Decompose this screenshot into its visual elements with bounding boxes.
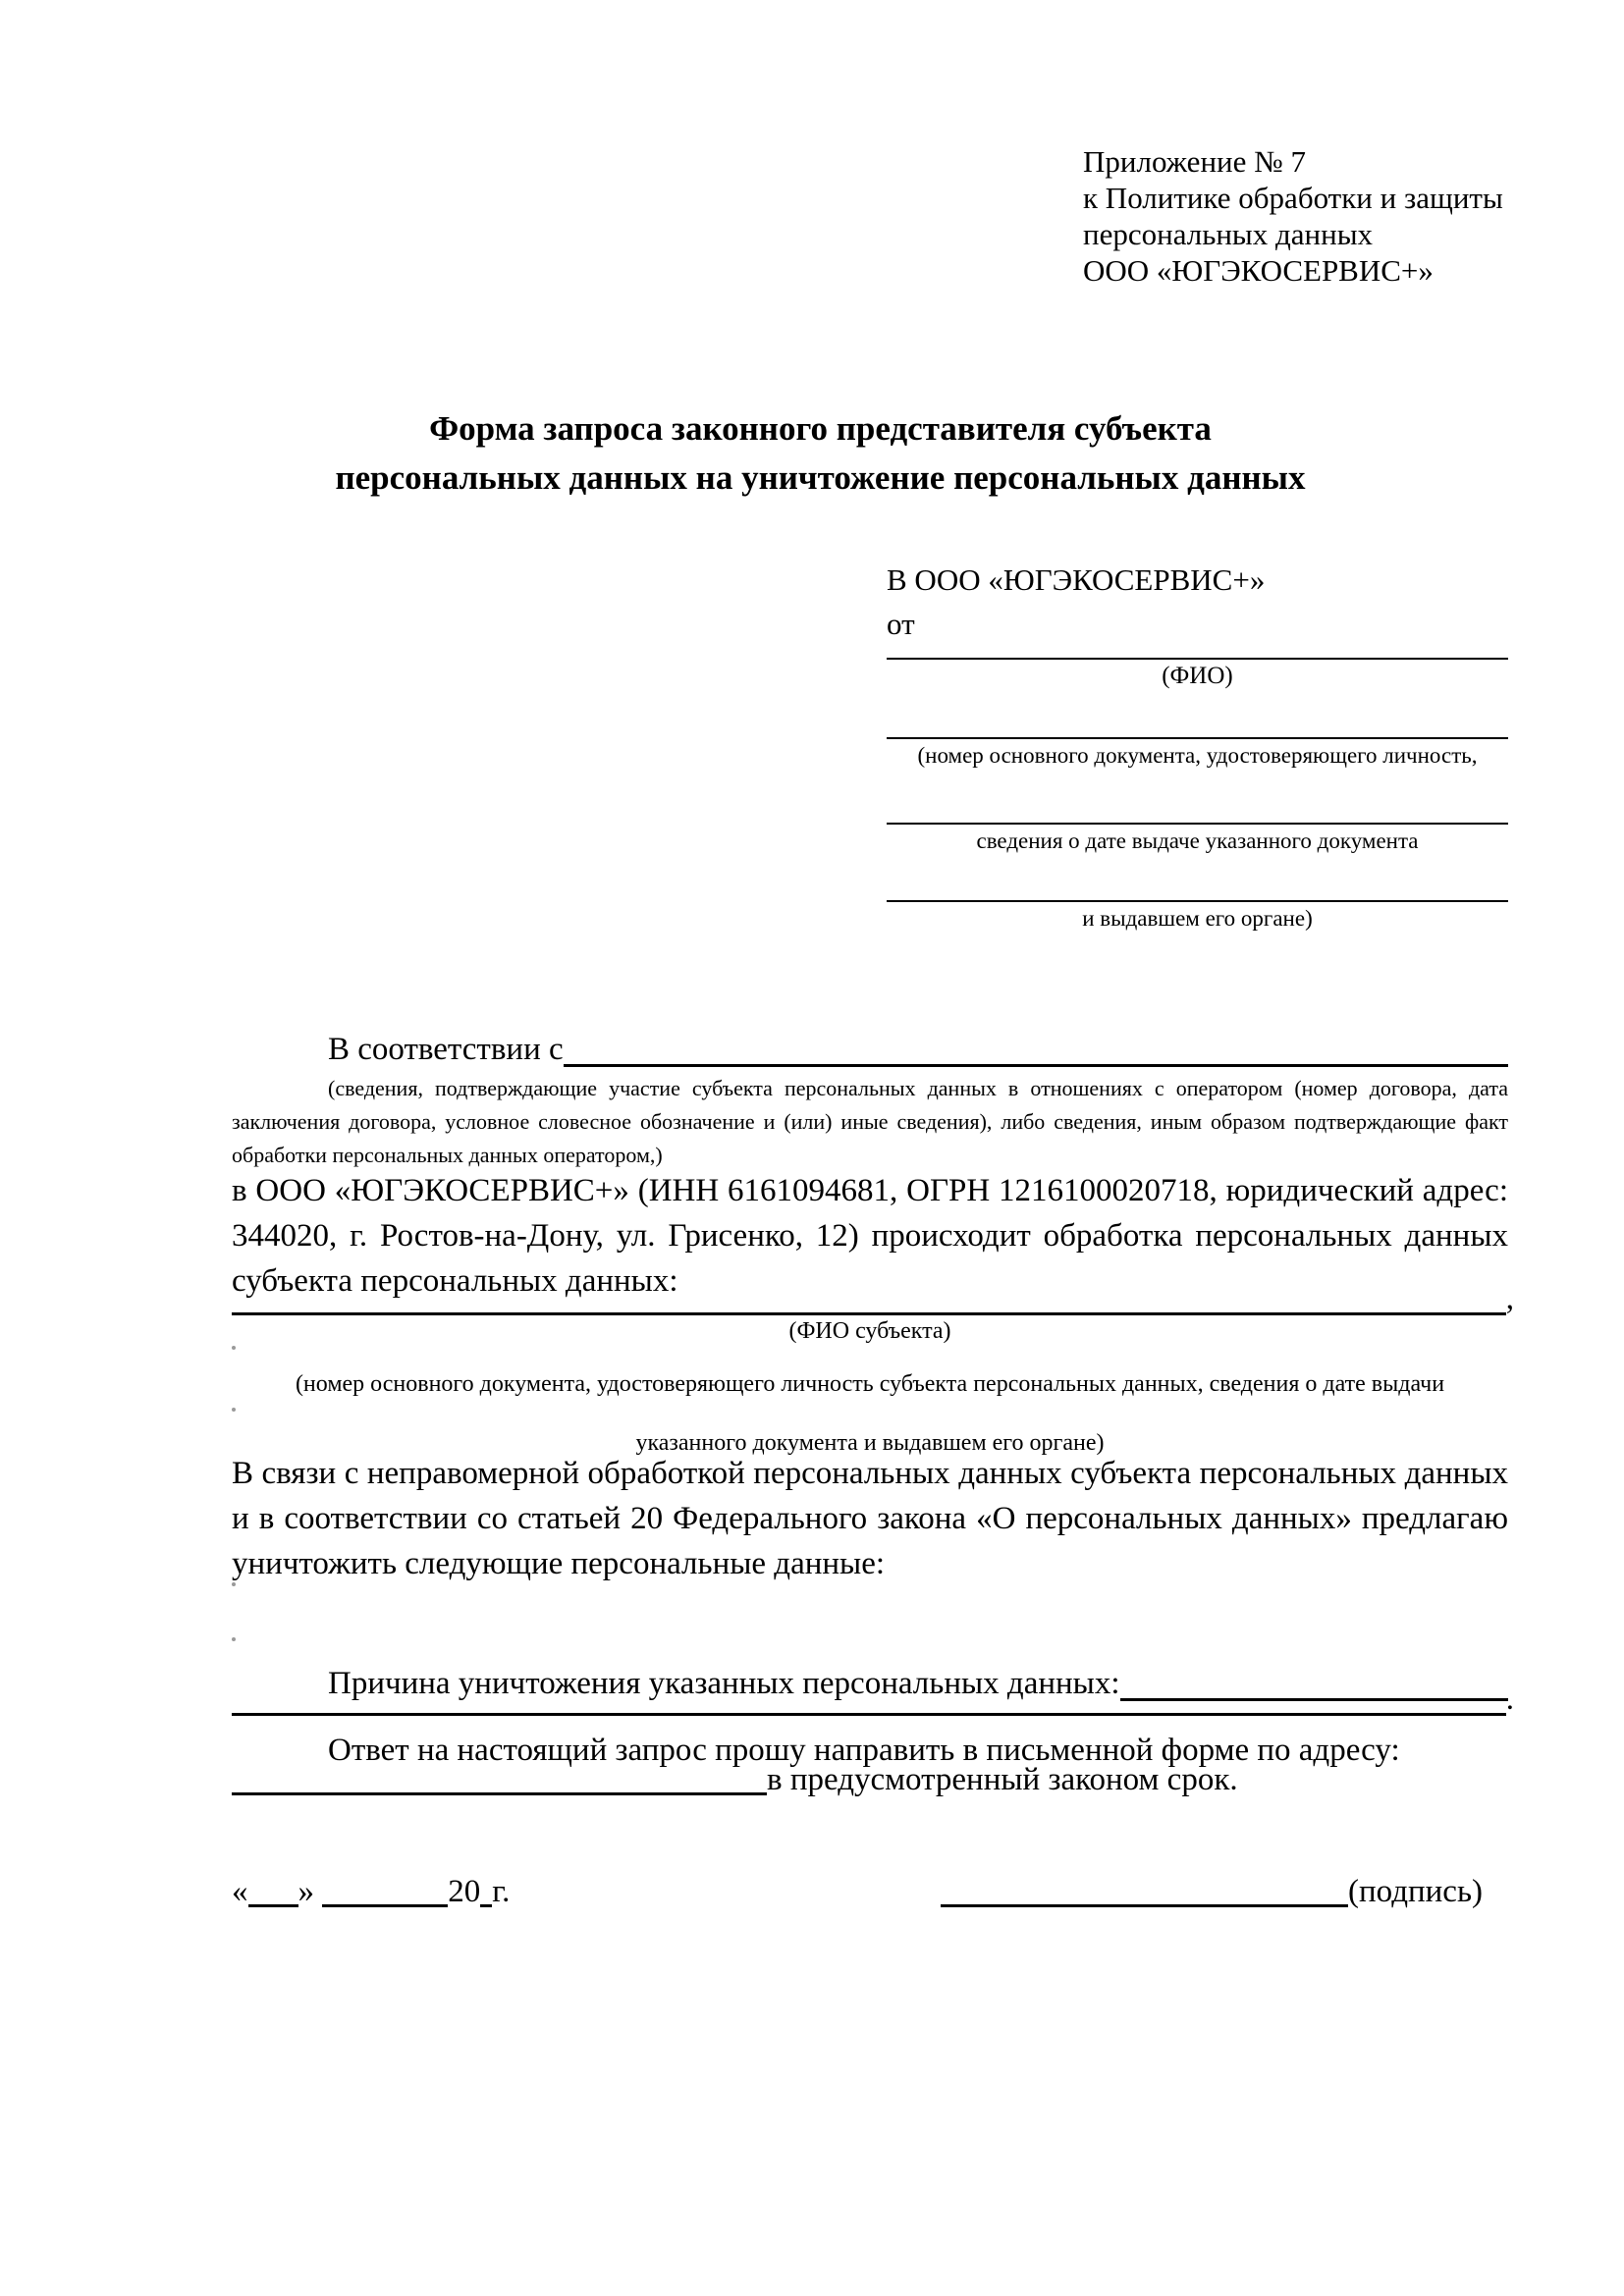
- year-suffix: г.: [492, 1874, 511, 1909]
- appendix-number: Приложение № 7: [1083, 144, 1306, 179]
- subject-blank-line: [232, 1285, 1506, 1315]
- addressee-from: от: [887, 607, 915, 641]
- addressee-block: [887, 558, 1508, 934]
- day-blank-line: [248, 1871, 298, 1907]
- subject-comma: ,: [1505, 1281, 1514, 1316]
- stray-dot: [232, 1408, 236, 1412]
- subject-doc-caption-2: указанного документа и выдавшем его органе): [635, 1430, 1105, 1456]
- response-row: [232, 1757, 1508, 1802]
- year-prefix: 20: [448, 1874, 481, 1909]
- stray-dot: [232, 1346, 236, 1350]
- accordance-row: [232, 1027, 1508, 1072]
- accordance-note: (сведения, подтверждающие участие субъекта персональных данных в отношениях с оператором (номер договора, дата заключения договора, условное словесное обозначение и (или) иные сведения), либо сведения, иным образом подтверждающие факт обработки персональных данных оператором,): [232, 1076, 1508, 1167]
- signature-caption: (подпись): [1348, 1874, 1483, 1909]
- doc-date-caption: сведения о дате выдаче указанного документа: [976, 828, 1419, 853]
- year-blank-line: [480, 1871, 492, 1907]
- month-blank-line: [322, 1871, 448, 1907]
- date-open-quote: «: [232, 1874, 248, 1909]
- date-line: [232, 1869, 510, 1914]
- signature-line: [941, 1869, 1483, 1914]
- stray-dot: [232, 1582, 236, 1586]
- paragraph-indent: [232, 1027, 328, 1072]
- doc-number-caption: (номер основного документа, удостоверяющего личность,: [917, 743, 1478, 768]
- reason-blank-row2: [232, 1682, 1514, 1716]
- subject-fio-caption: (ФИО субъекта): [788, 1318, 951, 1344]
- date-close-quote: »: [298, 1874, 314, 1909]
- doc-number-blank-line: [887, 692, 1508, 739]
- unlawful-paragraph: В связи с неправомерной обработкой персональных данных субъекта персональных данных и в соответствии со статьей 20 Федерального закона «О персональных данных» предлагаю уничтожить следующие персональные данные:: [232, 1456, 1508, 1581]
- fio-caption: (ФИО): [1162, 663, 1233, 689]
- appendix-policy-line2: персональных данных: [1083, 217, 1374, 251]
- operator-paragraph: в ООО «ЮГЭКОСЕРВИС+» (ИНН 6161094681, ОГРН 1216100020718, юридический адрес: 344020, г. Ростов-на-Дону, ул. Грисенко, 12) происходит обработка персональных данных субъекта персональных данных:: [232, 1173, 1508, 1299]
- appendix-policy-line: к Политике обработки и защиты: [1083, 181, 1503, 215]
- reason-blank-line2: [232, 1683, 1506, 1716]
- accordance-blank-line: [564, 1027, 1508, 1067]
- doc-issuer-caption: и выдавшем его органе): [1082, 906, 1313, 931]
- doc-date-blank-line: [887, 772, 1508, 825]
- stray-dot: [232, 1637, 236, 1641]
- subject-doc-caption-1: (номер основного документа, удостоверяющего личность субъекта персональных данных, сведения о дате выдачи: [295, 1371, 1445, 1397]
- signature-blank-line: [941, 1871, 1348, 1907]
- response-suffix: в предусмотренный законом срок.: [767, 1762, 1238, 1797]
- page-title: [125, 404, 1516, 503]
- doc-issuer-blank-line: [887, 857, 1508, 902]
- fio-blank-line: [887, 646, 1508, 660]
- reason-label: Причина уничтожения указанных персональных данных:: [328, 1666, 1120, 1701]
- page-title-line1: Форма запроса законного представителя субъекта: [429, 409, 1212, 448]
- appendix-header: [1083, 143, 1503, 289]
- response-label: Ответ на настоящий запрос прошу направить в письменной форме по адресу:: [328, 1733, 1400, 1768]
- address-blank-line: [232, 1759, 767, 1795]
- page-title-line2: персональных данных на уничтожение персональных данных: [335, 458, 1306, 497]
- subject-blank-row: [232, 1282, 1514, 1315]
- addressee-to: В ООО «ЮГЭКОСЕРВИС+»: [887, 562, 1266, 597]
- reason-period: .: [1505, 1682, 1514, 1717]
- appendix-company: ООО «ЮГЭКОСЕРВИС+»: [1083, 253, 1434, 288]
- accordance-label: В соответствии с: [328, 1032, 564, 1067]
